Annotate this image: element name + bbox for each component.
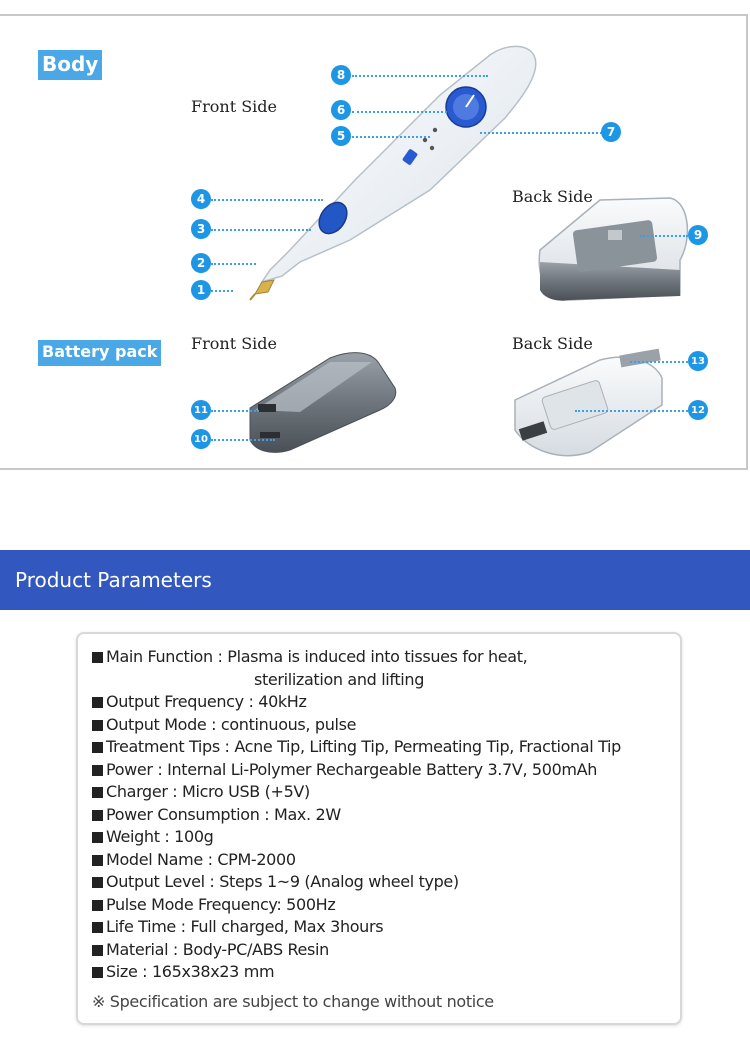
callout-12: 12 bbox=[688, 400, 708, 420]
pen-body-front bbox=[250, 46, 536, 300]
param-charger: Charger : Micro USB (+5V) bbox=[92, 781, 621, 804]
device-illustrations bbox=[0, 0, 750, 470]
callout-5: 5 bbox=[331, 126, 351, 146]
param-pulse-mode-frequency: Pulse Mode Frequency: 500Hz bbox=[92, 894, 621, 917]
param-life-time: Life Time : Full charged, Max 3hours bbox=[92, 916, 621, 939]
battery-back bbox=[515, 349, 662, 456]
param-output-level: Output Level : Steps 1~9 (Analog wheel type) bbox=[92, 871, 621, 894]
param-model-name: Model Name : CPM-2000 bbox=[92, 849, 621, 872]
param-power: Power : Internal Li-Polymer Rechargeable Battery 3.7V, 500mAh bbox=[92, 759, 621, 782]
body-tag: Body bbox=[38, 50, 102, 80]
callout-6: 6 bbox=[331, 100, 351, 120]
bullet-square-icon bbox=[92, 810, 103, 821]
param-main-function-continuation: sterilization and lifting bbox=[254, 669, 425, 689]
callout-9: 9 bbox=[688, 225, 708, 245]
callout-4: 4 bbox=[191, 189, 211, 209]
bullet-square-icon bbox=[92, 922, 103, 933]
bullet-square-icon bbox=[92, 742, 103, 753]
callout-1: 1 bbox=[191, 280, 211, 300]
battery-front bbox=[250, 353, 396, 453]
callout-10: 10 bbox=[191, 429, 211, 449]
battery-back-side-label: Back Side bbox=[512, 334, 593, 353]
specification-note: ※ Specification are subject to change without notice bbox=[92, 992, 494, 1011]
callout-7: 7 bbox=[601, 122, 621, 142]
param-treatment-tips: Treatment Tips : Acne Tip, Lifting Tip, Permeating Tip, Fractional Tip bbox=[92, 736, 621, 759]
bullet-square-icon bbox=[92, 967, 103, 978]
bullet-square-icon bbox=[92, 855, 103, 866]
bullet-square-icon bbox=[92, 720, 103, 731]
param-weight: Weight : 100g bbox=[92, 826, 621, 849]
param-output-mode: Output Mode : continuous, pulse bbox=[92, 714, 621, 737]
callout-3: 3 bbox=[191, 219, 211, 239]
battery-pack-tag: Battery pack bbox=[38, 340, 161, 366]
body-front-side-label: Front Side bbox=[191, 97, 277, 116]
battery-front-side-label: Front Side bbox=[191, 334, 277, 353]
bullet-square-icon bbox=[92, 697, 103, 708]
param-output-frequency: Output Frequency : 40kHz bbox=[92, 691, 621, 714]
callout-8: 8 bbox=[331, 65, 351, 85]
param-main-function: Main Function : Plasma is induced into tissues for heat, bbox=[92, 646, 621, 669]
param-power-consumption: Power Consumption : Max. 2W bbox=[92, 804, 621, 827]
banner-title: Product Parameters bbox=[15, 568, 212, 592]
product-parameters-banner bbox=[0, 550, 750, 610]
bullet-square-icon bbox=[92, 832, 103, 843]
callout-11: 11 bbox=[191, 400, 211, 420]
bullet-square-icon bbox=[92, 900, 103, 911]
param-material: Material : Body-PC/ABS Resin bbox=[92, 939, 621, 962]
parameter-list bbox=[92, 646, 621, 984]
callout-13: 13 bbox=[688, 351, 708, 371]
bullet-square-icon bbox=[92, 652, 103, 663]
bullet-square-icon bbox=[92, 765, 103, 776]
callout-2: 2 bbox=[191, 253, 211, 273]
bullet-square-icon bbox=[92, 787, 103, 798]
bullet-square-icon bbox=[92, 945, 103, 956]
param-size: Size : 165x38x23 mm bbox=[92, 961, 621, 984]
parameters-card bbox=[76, 632, 682, 1025]
bullet-square-icon bbox=[92, 877, 103, 888]
body-back-side-label: Back Side bbox=[512, 187, 593, 206]
pen-body-back bbox=[539, 198, 687, 301]
